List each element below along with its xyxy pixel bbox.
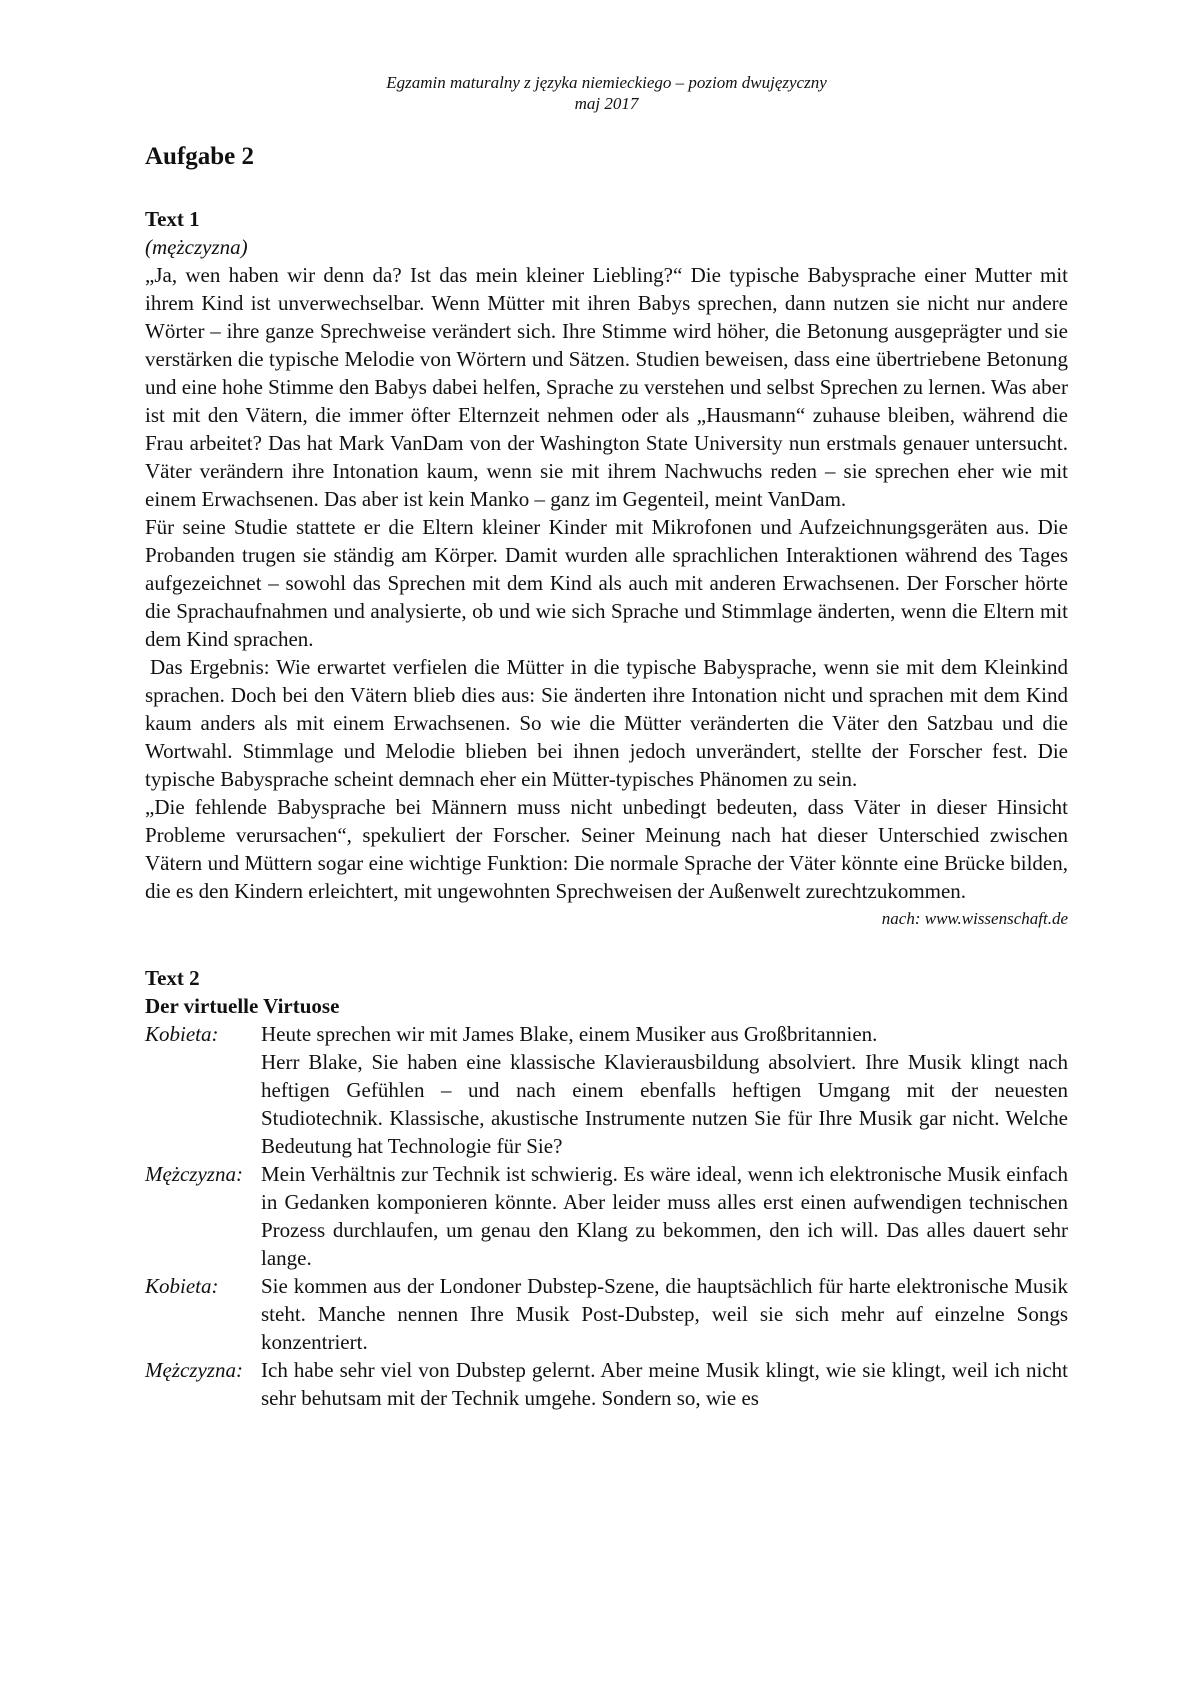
page-header xyxy=(145,72,1068,114)
dialog-speaker: Kobieta: xyxy=(145,1022,219,1046)
dialog-line: Mein Verhältnis zur Technik ist schwierig. Es wäre ideal, wenn ich elektronische Musik einfach in Gedanken komponieren könnte. Aber leider muss alles erst einen aufwendigen technischen Prozess durchlaufen, um genau den Klang zu bekommen, den ich will. Das alles dauert sehr lange. xyxy=(261,1162,1068,1270)
dialog-speaker: Kobieta: xyxy=(145,1274,219,1298)
text2-subtitle: Der virtuelle Virtuose xyxy=(145,994,340,1018)
text1-paragraph: Das Ergebnis: Wie erwartet verfielen die Mütter in die typische Babysprache, wenn sie mit dem Kleinkind sprachen. Doch bei den Vätern blieb dies aus: Sie änderten ihre Intonation nicht und sprachen mit dem Kind kaum anders als mit einem Erwachsenen. So wie die Mütter veränderten die Väter den Satzbau und die Wortwahl. Stimmlage und Melodie blieben bei ihnen jedoch unverändert, stellte der Forscher fest. Die typische Babysprache scheint demnach eher ein Mütter-typisches Phänomen zu sein. xyxy=(145,655,1068,791)
dialog-turn xyxy=(145,1356,1068,1412)
task-title: Aufgabe 2 xyxy=(145,143,255,170)
text1-paragraph: Für seine Studie stattete er die Eltern kleiner Kinder mit Mikrofonen und Aufzeichnungsgeräten aus. Die Probanden trugen sie ständig am Körper. Damit wurden alle sprachlichen Interaktionen während des Tages aufgezeichnet – sowohl das Sprechen mit dem Kind als auch mit anderen Erwachsenen. Der Forscher hörte die Sprachaufnahmen und analysierte, ob und wie sich Sprache und Stimmlage änderten, wenn die Eltern mit dem Kind sprachen. xyxy=(145,515,1068,651)
text1-source: nach: www.wissenschaft.de xyxy=(881,909,1068,928)
text1-paragraph: „Die fehlende Babysprache bei Männern muss nicht unbedingt bedeuten, dass Väter in dieser Hinsicht Probleme verursachen“, spekuliert der Forscher. Seiner Meinung nach hat dieser Unterschied zwischen Vätern und Müttern sogar eine wichtige Funktion: Die normale Sprache der Väter könnte eine Brücke bilden, die es den Kindern erleichtert, mit ungewohnten Sprechweisen der Außenwelt zurechtzukommen. xyxy=(145,795,1068,903)
dialog-turn xyxy=(145,1272,1068,1356)
dialog-text xyxy=(261,1272,1068,1356)
dialog-text xyxy=(261,1020,1068,1160)
text1-speaker: (mężczyzna) xyxy=(145,235,248,259)
dialog-line: Ich habe sehr viel von Dubstep gelernt. Aber meine Musik klingt, wie sie klingt, weil ich nicht sehr behutsam mit der Technik umgehe. Sondern so, wie es xyxy=(261,1358,1068,1410)
dialog-line: Herr Blake, Sie haben eine klassische Klavierausbildung absolviert. Ihre Musik klingt nach heftigen Gefühlen – und nach einem ebenfalls heftigen Umgang mit der neuesten Studiotechnik. Klassische, akustische Instrumente nutzen Sie für Ihre Musik gar nicht. Welche Bedeutung hat Technologie für Sie? xyxy=(261,1050,1068,1158)
dialog-text xyxy=(261,1356,1068,1412)
dialog-turn xyxy=(145,1160,1068,1272)
text1-paragraph: „Ja, wen haben wir denn da? Ist das mein kleiner Liebling?“ Die typische Babysprache einer Mutter mit ihrem Kind ist unverwechselbar. Wenn Mütter mit ihren Babys sprechen, dann nutzen sie nicht nur andere Wörter – ihre ganze Sprechweise verändert sich. Ihre Stimme wird höher, die Betonung ausgeprägter und sie verstärken die typische Melodie von Wörtern und Sätzen. Studien beweisen, dass eine übertriebene Betonung und eine hohe Stimme den Babys dabei helfen, Sprache zu verstehen und selbst Sprechen zu lernen. Was aber ist mit den Vätern, die immer öfter Elternzeit nehmen oder als „Hausmann“ zuhause bleiben, während die Frau arbeitet? Das hat Mark VanDam von der Washington State University nun erstmals genauer untersucht. Väter verändern ihre Intonation kaum, wenn sie mit ihrem Nachwuchs reden – sie sprechen eher wie mit einem Erwachsenen. Das aber ist kein Manko – ganz im Gegenteil, meint VanDam. xyxy=(145,263,1068,511)
exam-page xyxy=(145,72,1068,1412)
dialog-text xyxy=(261,1160,1068,1272)
dialog-line: Heute sprechen wir mit James Blake, einem Musiker aus Großbritannien. xyxy=(261,1022,878,1046)
dialog-speaker: Mężczyzna: xyxy=(145,1358,243,1382)
text2-title: Text 2 xyxy=(145,966,200,990)
header-exam-title: Egzamin maturalny z języka niemieckiego – poziom dwujęzyczny xyxy=(386,73,827,92)
text1-title: Text 1 xyxy=(145,207,200,231)
dialog-speaker: Mężczyzna: xyxy=(145,1162,243,1186)
header-date: maj 2017 xyxy=(574,94,639,113)
dialog-turn xyxy=(145,1020,1068,1160)
dialog-line: Sie kommen aus der Londoner Dubstep-Szene, die hauptsächlich für harte elektronische Musik steht. Manche nennen Ihre Musik Post-Dubstep, weil sie sich mehr auf einzelne Songs konzentriert. xyxy=(261,1274,1068,1354)
